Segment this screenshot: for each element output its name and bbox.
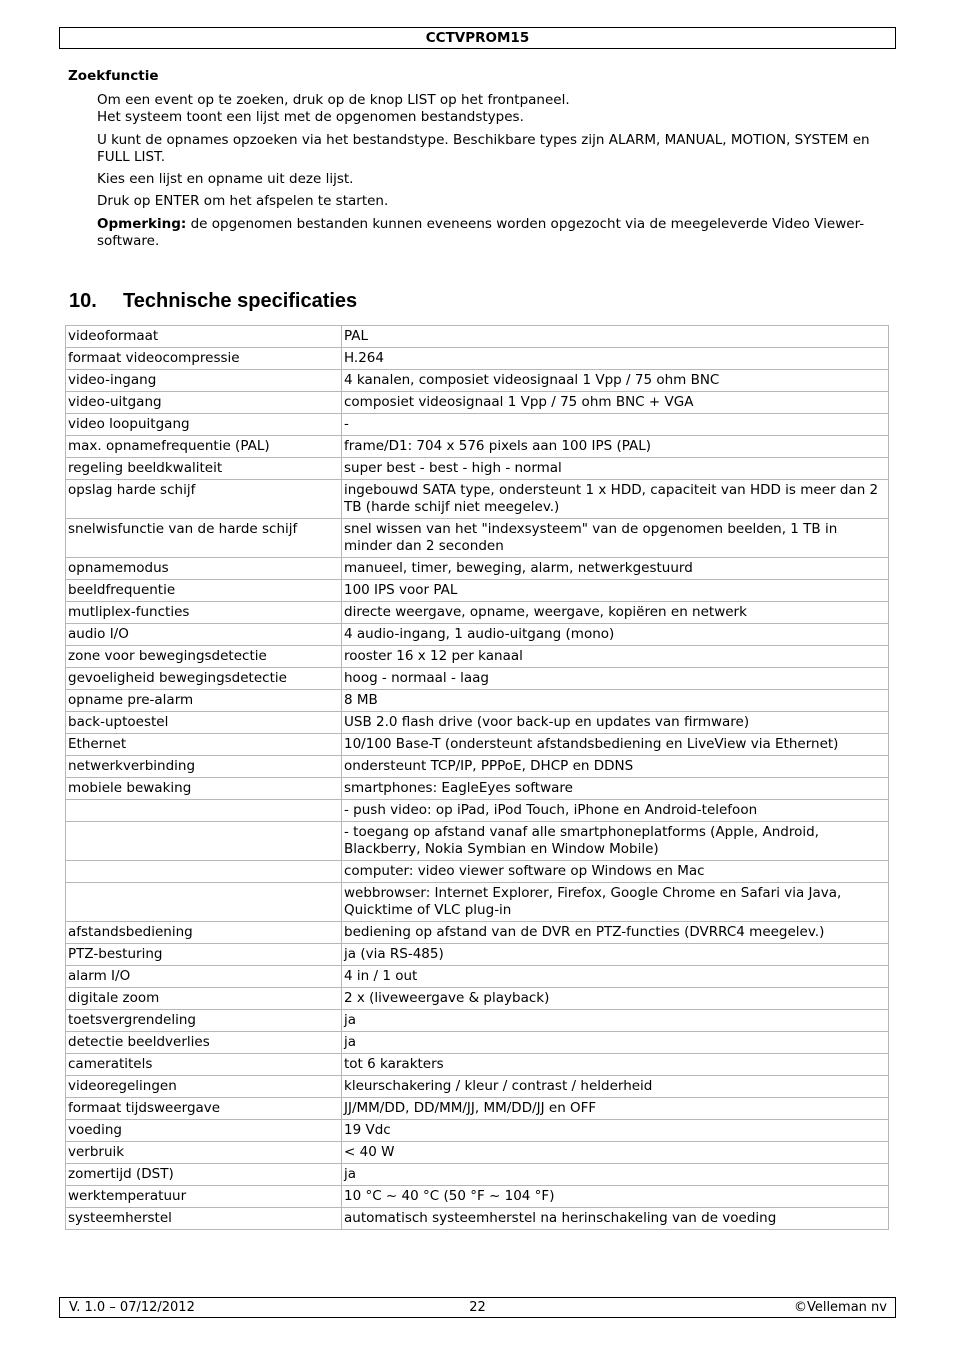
spec-label-cell: Ethernet — [66, 734, 342, 756]
spec-value-cell: webbrowser: Internet Explorer, Firefox, Google Chrome en Safari via Java, Quicktime of VLC plug-in — [342, 883, 889, 922]
spec-value-cell: PAL — [342, 326, 889, 348]
spec-value-cell: 100 IPS voor PAL — [342, 580, 889, 602]
search-paragraph-3: Kies een lijst en opname uit deze lijst. — [97, 171, 354, 187]
table-row — [66, 558, 889, 580]
table-row — [66, 883, 889, 922]
spec-label-cell: detectie beeldverlies — [66, 1032, 342, 1054]
search-heading: Zoekfunctie — [68, 68, 159, 84]
spec-label-cell — [66, 861, 342, 883]
table-row — [66, 646, 889, 668]
spec-label-cell: zomertijd (DST) — [66, 1164, 342, 1186]
spec-value-cell: super best - best - high - normal — [342, 458, 889, 480]
page-footer — [59, 1297, 896, 1318]
spec-value-cell: 10/100 Base-T (ondersteunt afstandsbediening en LiveView via Ethernet) — [342, 734, 889, 756]
table-row — [66, 822, 889, 861]
spec-value-cell: JJ/MM/DD, DD/MM/JJ, MM/DD/JJ en OFF — [342, 1098, 889, 1120]
table-row — [66, 1032, 889, 1054]
spec-value-cell: snel wissen van het "indexsysteem" van de opgenomen beelden, 1 TB in minder dan 2 seconden — [342, 519, 889, 558]
spec-label-cell: gevoeligheid bewegingsdetectie — [66, 668, 342, 690]
spec-label-cell: video-ingang — [66, 370, 342, 392]
chapter-title — [69, 290, 357, 313]
table-row — [66, 370, 889, 392]
search-paragraph-2: U kunt de opnames opzoeken via het bestandstype. Beschikbare types zijn ALARM, MANUAL, MOTION, SYSTEM en FULL LIST. — [97, 132, 870, 165]
spec-value-cell: - push video: op iPad, iPod Touch, iPhone en Android-telefoon — [342, 800, 889, 822]
spec-value-cell: ja — [342, 1164, 889, 1186]
search-note — [97, 216, 887, 250]
spec-label-cell: regeling beeldkwaliteit — [66, 458, 342, 480]
table-row — [66, 734, 889, 756]
spec-label-cell: audio I/O — [66, 624, 342, 646]
table-row — [66, 988, 889, 1010]
table-row — [66, 436, 889, 458]
spec-label-cell: verbruik — [66, 1142, 342, 1164]
chapter-number: 10. — [69, 290, 97, 312]
spec-label-cell: cameratitels — [66, 1054, 342, 1076]
table-row — [66, 1120, 889, 1142]
table-row — [66, 1076, 889, 1098]
spec-value-cell: 8 MB — [342, 690, 889, 712]
spec-value-cell: USB 2.0 flash drive (voor back-up en updates van firmware) — [342, 712, 889, 734]
spec-value-cell: 19 Vdc — [342, 1120, 889, 1142]
spec-value-cell: ja (via RS-485) — [342, 944, 889, 966]
search-paragraph-4: Druk op ENTER om het afspelen te starten. — [97, 193, 389, 209]
spec-value-cell: bediening op afstand van de DVR en PTZ-functies (DVRRC4 meegelev.) — [342, 922, 889, 944]
table-row — [66, 861, 889, 883]
search-paragraph-1 — [97, 92, 887, 126]
spec-value-cell: computer: video viewer software op Windows en Mac — [342, 861, 889, 883]
spec-label-cell: videoformaat — [66, 326, 342, 348]
footer-page-number: 22 — [469, 1300, 486, 1315]
search-p1-line2: Het systeem toont een lijst met de opgenomen bestandstypes. — [97, 109, 524, 125]
spec-label-cell: zone voor bewegingsdetectie — [66, 646, 342, 668]
spec-label-cell: opname pre-alarm — [66, 690, 342, 712]
spec-label-cell: formaat tijdsweergave — [66, 1098, 342, 1120]
spec-value-cell: kleurschakering / kleur / contrast / helderheid — [342, 1076, 889, 1098]
spec-value-cell: - toegang op afstand vanaf alle smartphoneplatforms (Apple, Android, Blackberry, Nokia Symbian en Window Mobile) — [342, 822, 889, 861]
note-label: Opmerking: — [97, 216, 187, 232]
chapter-title-text: Technische specificaties — [123, 290, 358, 312]
spec-label-cell: opslag harde schijf — [66, 480, 342, 519]
spec-value-cell: 2 x (liveweergave & playback) — [342, 988, 889, 1010]
spec-label-cell: toetsvergrendeling — [66, 1010, 342, 1032]
spec-value-cell: 10 °C ~ 40 °C (50 °F ~ 104 °F) — [342, 1186, 889, 1208]
spec-value-cell: H.264 — [342, 348, 889, 370]
spec-label-cell: video loopuitgang — [66, 414, 342, 436]
table-row — [66, 624, 889, 646]
table-row — [66, 944, 889, 966]
header-title: CCTVPROM15 — [425, 30, 530, 46]
spec-label-cell: formaat videocompressie — [66, 348, 342, 370]
table-row — [66, 1142, 889, 1164]
spec-value-cell: frame/D1: 704 x 576 pixels aan 100 IPS (PAL) — [342, 436, 889, 458]
spec-value-cell: automatisch systeemherstel na herinschakeling van de voeding — [342, 1208, 889, 1230]
table-row — [66, 800, 889, 822]
table-row — [66, 922, 889, 944]
spec-label-cell: mutliplex-functies — [66, 602, 342, 624]
page-header — [59, 27, 896, 49]
spec-label-cell: mobiele bewaking — [66, 778, 342, 800]
note-text: de opgenomen bestanden kunnen eveneens worden opgezocht via de meegeleverde Video Viewer-software. — [97, 216, 865, 249]
table-row — [66, 778, 889, 800]
spec-value-cell: composiet videosignaal 1 Vpp / 75 ohm BNC + VGA — [342, 392, 889, 414]
spec-value-cell: - — [342, 414, 889, 436]
spec-value-cell: ja — [342, 1032, 889, 1054]
spec-value-cell: ingebouwd SATA type, ondersteunt 1 x HDD, capaciteit van HDD is meer dan 2 TB (harde schijf niet meegelev.) — [342, 480, 889, 519]
spec-value-cell: manueel, timer, beweging, alarm, netwerkgestuurd — [342, 558, 889, 580]
table-row — [66, 519, 889, 558]
spec-label-cell: video-uitgang — [66, 392, 342, 414]
table-row — [66, 414, 889, 436]
table-row — [66, 1208, 889, 1230]
table-row — [66, 580, 889, 602]
spec-value-cell: 4 audio-ingang, 1 audio-uitgang (mono) — [342, 624, 889, 646]
spec-value-cell: directe weergave, opname, weergave, kopiëren en netwerk — [342, 602, 889, 624]
spec-label-cell: afstandsbediening — [66, 922, 342, 944]
spec-value-cell: tot 6 karakters — [342, 1054, 889, 1076]
footer-version: V. 1.0 – 07/12/2012 — [69, 1300, 195, 1315]
table-row — [66, 458, 889, 480]
spec-label-cell: videoregelingen — [66, 1076, 342, 1098]
spec-value-cell: 4 in / 1 out — [342, 966, 889, 988]
spec-value-cell: ja — [342, 1010, 889, 1032]
table-row — [66, 668, 889, 690]
spec-value-cell: 4 kanalen, composiet videosignaal 1 Vpp / 75 ohm BNC — [342, 370, 889, 392]
spec-label-cell: netwerkverbinding — [66, 756, 342, 778]
spec-label-cell: max. opnamefrequentie (PAL) — [66, 436, 342, 458]
spec-value-cell: hoog - normaal - laag — [342, 668, 889, 690]
spec-value-cell: < 40 W — [342, 1142, 889, 1164]
spec-label-cell — [66, 800, 342, 822]
spec-label-cell: systeemherstel — [66, 1208, 342, 1230]
table-row — [66, 1098, 889, 1120]
spec-label-cell: alarm I/O — [66, 966, 342, 988]
table-row — [66, 966, 889, 988]
spec-label-cell: opnamemodus — [66, 558, 342, 580]
spec-label-cell: beeldfrequentie — [66, 580, 342, 602]
spec-table — [65, 325, 889, 1230]
spec-label-cell — [66, 883, 342, 922]
table-row — [66, 1164, 889, 1186]
spec-label-cell: back-uptoestel — [66, 712, 342, 734]
spec-label-cell — [66, 822, 342, 861]
spec-value-cell: rooster 16 x 12 per kanaal — [342, 646, 889, 668]
search-p1-line1: Om een event op te zoeken, druk op de knop LIST op het frontpaneel. — [97, 92, 570, 108]
table-row — [66, 690, 889, 712]
table-row — [66, 1010, 889, 1032]
table-row — [66, 392, 889, 414]
spec-label-cell: PTZ-besturing — [66, 944, 342, 966]
spec-label-cell: digitale zoom — [66, 988, 342, 1010]
spec-value-cell: ondersteunt TCP/IP, PPPoE, DHCP en DDNS — [342, 756, 889, 778]
table-row — [66, 348, 889, 370]
table-row — [66, 756, 889, 778]
table-row — [66, 326, 889, 348]
table-row — [66, 1186, 889, 1208]
table-row — [66, 712, 889, 734]
spec-label-cell: werktemperatuur — [66, 1186, 342, 1208]
spec-label-cell: snelwisfunctie van de harde schijf — [66, 519, 342, 558]
table-row — [66, 480, 889, 519]
spec-value-cell: smartphones: EagleEyes software — [342, 778, 889, 800]
footer-copyright: ©Velleman nv — [793, 1300, 887, 1315]
table-row — [66, 1054, 889, 1076]
table-row — [66, 602, 889, 624]
spec-label-cell: voeding — [66, 1120, 342, 1142]
